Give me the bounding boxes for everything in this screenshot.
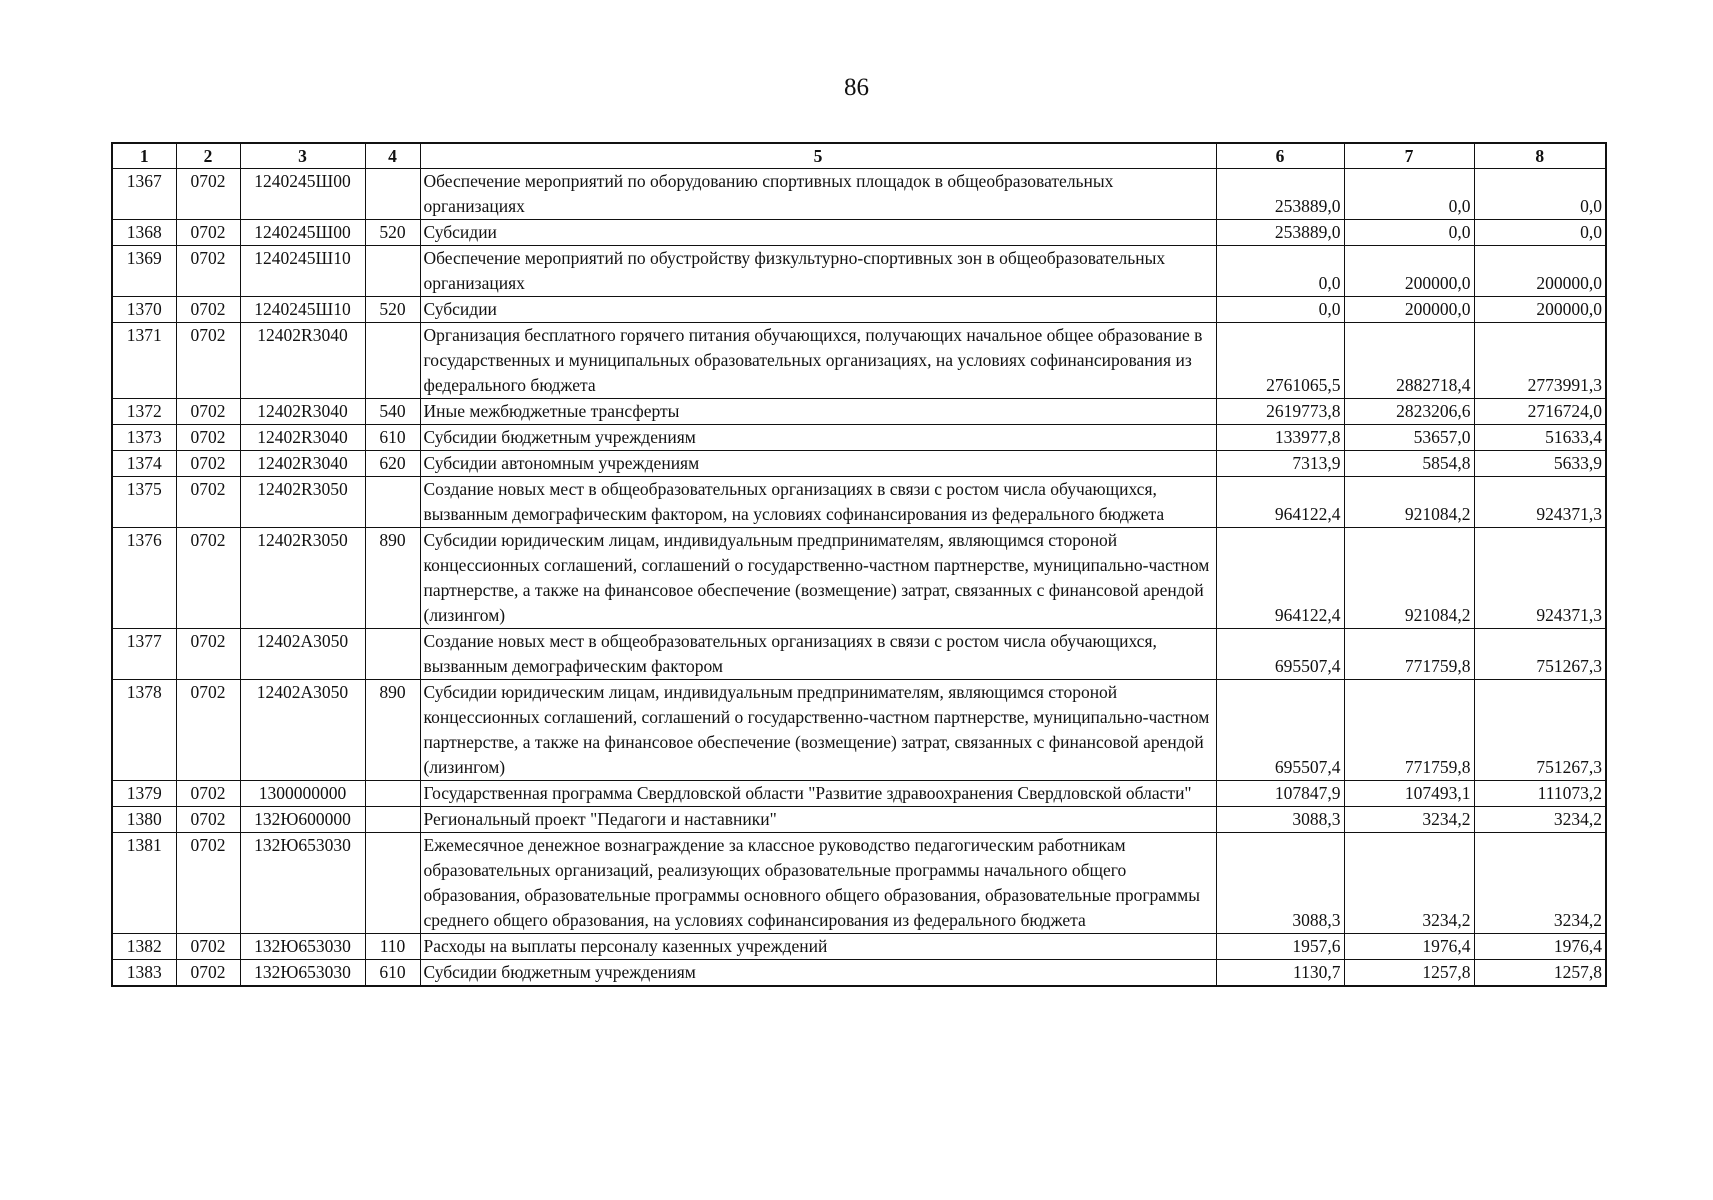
target-article-code: 12402R3040 (240, 399, 365, 425)
row-number: 1375 (112, 477, 176, 528)
amount-col-8: 2773991,3 (1474, 323, 1606, 399)
expense-type-code: 610 (365, 425, 420, 451)
expense-type-code (365, 323, 420, 399)
amount-col-7: 771759,8 (1344, 629, 1474, 680)
expense-type-code (365, 807, 420, 833)
row-number: 1373 (112, 425, 176, 451)
expense-type-code (365, 246, 420, 297)
amount-col-8: 111073,2 (1474, 781, 1606, 807)
amount-col-8: 0,0 (1474, 169, 1606, 220)
target-article-code: 132Ю600000 (240, 807, 365, 833)
item-name: Субсидии (420, 297, 1216, 323)
row-number: 1367 (112, 169, 176, 220)
target-article-code: 12402R3040 (240, 323, 365, 399)
row-number: 1381 (112, 833, 176, 934)
amount-col-7: 2882718,4 (1344, 323, 1474, 399)
section-code: 0702 (176, 297, 240, 323)
amount-col-6: 253889,0 (1216, 169, 1344, 220)
row-number: 1383 (112, 960, 176, 987)
amount-col-6: 2619773,8 (1216, 399, 1344, 425)
page-number: 86 (844, 74, 869, 101)
table-row (112, 629, 1606, 680)
amount-col-7: 53657,0 (1344, 425, 1474, 451)
expense-type-code: 520 (365, 297, 420, 323)
amount-col-6: 1130,7 (1216, 960, 1344, 987)
item-name: Организация бесплатного горячего питания обучающихся, получающих начальное общее образование в государственных и муниципальных образовательных организациях, на условиях софинансирования из федерального бюджета (420, 323, 1216, 399)
table-row (112, 220, 1606, 246)
table-row (112, 833, 1606, 934)
amount-col-7: 3234,2 (1344, 833, 1474, 934)
item-name: Создание новых мест в общеобразовательных организациях в связи с ростом числа обучающихся, вызванным демографическим фактором, на условиях софинансирования из федерального бюджета (420, 477, 1216, 528)
column-header: 5 (420, 143, 1216, 169)
target-article-code: 1300000000 (240, 781, 365, 807)
row-number: 1368 (112, 220, 176, 246)
expense-type-code (365, 781, 420, 807)
item-name: Создание новых мест в общеобразовательных организациях в связи с ростом числа обучающихся, вызванным демографическим фактором (420, 629, 1216, 680)
table-row (112, 323, 1606, 399)
amount-col-6: 253889,0 (1216, 220, 1344, 246)
row-number: 1382 (112, 934, 176, 960)
amount-col-6: 3088,3 (1216, 833, 1344, 934)
amount-col-7: 0,0 (1344, 169, 1474, 220)
amount-col-8: 200000,0 (1474, 297, 1606, 323)
section-code: 0702 (176, 477, 240, 528)
amount-col-6: 3088,3 (1216, 807, 1344, 833)
row-number: 1371 (112, 323, 176, 399)
row-number: 1376 (112, 528, 176, 629)
section-code: 0702 (176, 169, 240, 220)
table-row (112, 246, 1606, 297)
item-name: Субсидии (420, 220, 1216, 246)
target-article-code: 132Ю653030 (240, 833, 365, 934)
target-article-code: 12402R3050 (240, 477, 365, 528)
column-header: 3 (240, 143, 365, 169)
column-header: 8 (1474, 143, 1606, 169)
amount-col-7: 1257,8 (1344, 960, 1474, 987)
section-code: 0702 (176, 323, 240, 399)
amount-col-6: 133977,8 (1216, 425, 1344, 451)
amount-col-7: 0,0 (1344, 220, 1474, 246)
amount-col-7: 771759,8 (1344, 680, 1474, 781)
amount-col-6: 964122,4 (1216, 477, 1344, 528)
item-name: Обеспечение мероприятий по обустройству физкультурно-спортивных зон в общеобразовательных организациях (420, 246, 1216, 297)
item-name: Ежемесячное денежное вознаграждение за классное руководство педагогическим работникам образовательных организаций, реализующих образовательные программы начального общего образования, образовательные программы основного общего образования, образовательные программы среднего общего образования, на условиях софинансирования из федерального бюджета (420, 833, 1216, 934)
amount-col-7: 107493,1 (1344, 781, 1474, 807)
section-code: 0702 (176, 528, 240, 629)
expense-type-code (365, 169, 420, 220)
item-name: Региональный проект "Педагоги и наставники" (420, 807, 1216, 833)
expense-type-code (365, 629, 420, 680)
table-row (112, 781, 1606, 807)
amount-col-7: 200000,0 (1344, 297, 1474, 323)
row-number: 1379 (112, 781, 176, 807)
section-code: 0702 (176, 220, 240, 246)
target-article-code: 1240245Ш00 (240, 169, 365, 220)
section-code: 0702 (176, 934, 240, 960)
column-header: 7 (1344, 143, 1474, 169)
section-code: 0702 (176, 781, 240, 807)
amount-col-6: 1957,6 (1216, 934, 1344, 960)
table-body (112, 169, 1606, 987)
table-header-row (112, 143, 1606, 169)
amount-col-8: 5633,9 (1474, 451, 1606, 477)
expense-type-code: 540 (365, 399, 420, 425)
expense-type-code (365, 833, 420, 934)
amount-col-6: 107847,9 (1216, 781, 1344, 807)
section-code: 0702 (176, 399, 240, 425)
item-name: Субсидии бюджетным учреждениям (420, 960, 1216, 987)
table-row (112, 934, 1606, 960)
target-article-code: 1240245Ш00 (240, 220, 365, 246)
amount-col-7: 1976,4 (1344, 934, 1474, 960)
item-name: Субсидии юридическим лицам, индивидуальным предпринимателям, являющимся стороной концессионных соглашений, соглашений о государственно-частном партнерстве, муниципально-частном партнерстве, а также на финансовое обеспечение (возмещение) затрат, связанных с финансовой арендой (лизингом) (420, 528, 1216, 629)
amount-col-8: 3234,2 (1474, 807, 1606, 833)
amount-col-6: 2761065,5 (1216, 323, 1344, 399)
target-article-code: 1240245Ш10 (240, 246, 365, 297)
amount-col-8: 924371,3 (1474, 477, 1606, 528)
amount-col-7: 921084,2 (1344, 528, 1474, 629)
expense-type-code: 890 (365, 680, 420, 781)
section-code: 0702 (176, 960, 240, 987)
table-row (112, 477, 1606, 528)
item-name: Субсидии бюджетным учреждениям (420, 425, 1216, 451)
row-number: 1378 (112, 680, 176, 781)
amount-col-8: 0,0 (1474, 220, 1606, 246)
row-number: 1374 (112, 451, 176, 477)
expense-type-code: 620 (365, 451, 420, 477)
table-row (112, 680, 1606, 781)
amount-col-7: 921084,2 (1344, 477, 1474, 528)
row-number: 1377 (112, 629, 176, 680)
target-article-code: 1240245Ш10 (240, 297, 365, 323)
target-article-code: 132Ю653030 (240, 934, 365, 960)
table-row (112, 528, 1606, 629)
column-header: 2 (176, 143, 240, 169)
expense-type-code: 610 (365, 960, 420, 987)
target-article-code: 12402R3040 (240, 451, 365, 477)
table-row (112, 297, 1606, 323)
row-number: 1380 (112, 807, 176, 833)
amount-col-8: 51633,4 (1474, 425, 1606, 451)
amount-col-8: 2716724,0 (1474, 399, 1606, 425)
section-code: 0702 (176, 246, 240, 297)
target-article-code: 12402A3050 (240, 680, 365, 781)
table-row (112, 451, 1606, 477)
item-name: Иные межбюджетные трансферты (420, 399, 1216, 425)
target-article-code: 132Ю653030 (240, 960, 365, 987)
row-number: 1372 (112, 399, 176, 425)
amount-col-6: 0,0 (1216, 246, 1344, 297)
amount-col-8: 751267,3 (1474, 629, 1606, 680)
table-row (112, 425, 1606, 451)
amount-col-8: 3234,2 (1474, 833, 1606, 934)
amount-col-8: 1976,4 (1474, 934, 1606, 960)
section-code: 0702 (176, 680, 240, 781)
target-article-code: 12402A3050 (240, 629, 365, 680)
amount-col-6: 695507,4 (1216, 629, 1344, 680)
table-row (112, 169, 1606, 220)
section-code: 0702 (176, 451, 240, 477)
item-name: Расходы на выплаты персоналу казенных учреждений (420, 934, 1216, 960)
table-row (112, 399, 1606, 425)
section-code: 0702 (176, 425, 240, 451)
expense-type-code (365, 477, 420, 528)
amount-col-6: 695507,4 (1216, 680, 1344, 781)
section-code: 0702 (176, 833, 240, 934)
item-name: Субсидии автономным учреждениям (420, 451, 1216, 477)
target-article-code: 12402R3040 (240, 425, 365, 451)
section-code: 0702 (176, 629, 240, 680)
table-row (112, 960, 1606, 987)
row-number: 1369 (112, 246, 176, 297)
row-number: 1370 (112, 297, 176, 323)
amount-col-7: 200000,0 (1344, 246, 1474, 297)
amount-col-8: 1257,8 (1474, 960, 1606, 987)
item-name: Субсидии юридическим лицам, индивидуальным предпринимателям, являющимся стороной концессионных соглашений, соглашений о государственно-частном партнерстве, муниципально-частном партнерстве, а также на финансовое обеспечение (возмещение) затрат, связанных с финансовой арендой (лизингом) (420, 680, 1216, 781)
amount-col-6: 7313,9 (1216, 451, 1344, 477)
amount-col-8: 200000,0 (1474, 246, 1606, 297)
column-header: 4 (365, 143, 420, 169)
column-header: 1 (112, 143, 176, 169)
budget-table (111, 142, 1607, 987)
expense-type-code: 890 (365, 528, 420, 629)
expense-type-code: 110 (365, 934, 420, 960)
target-article-code: 12402R3050 (240, 528, 365, 629)
amount-col-6: 964122,4 (1216, 528, 1344, 629)
amount-col-8: 924371,3 (1474, 528, 1606, 629)
amount-col-7: 2823206,6 (1344, 399, 1474, 425)
table-row (112, 807, 1606, 833)
item-name: Обеспечение мероприятий по оборудованию спортивных площадок в общеобразовательных организациях (420, 169, 1216, 220)
expense-type-code: 520 (365, 220, 420, 246)
amount-col-6: 0,0 (1216, 297, 1344, 323)
amount-col-8: 751267,3 (1474, 680, 1606, 781)
column-header: 6 (1216, 143, 1344, 169)
amount-col-7: 5854,8 (1344, 451, 1474, 477)
item-name: Государственная программа Свердловской области "Развитие здравоохранения Свердловской области" (420, 781, 1216, 807)
amount-col-7: 3234,2 (1344, 807, 1474, 833)
section-code: 0702 (176, 807, 240, 833)
